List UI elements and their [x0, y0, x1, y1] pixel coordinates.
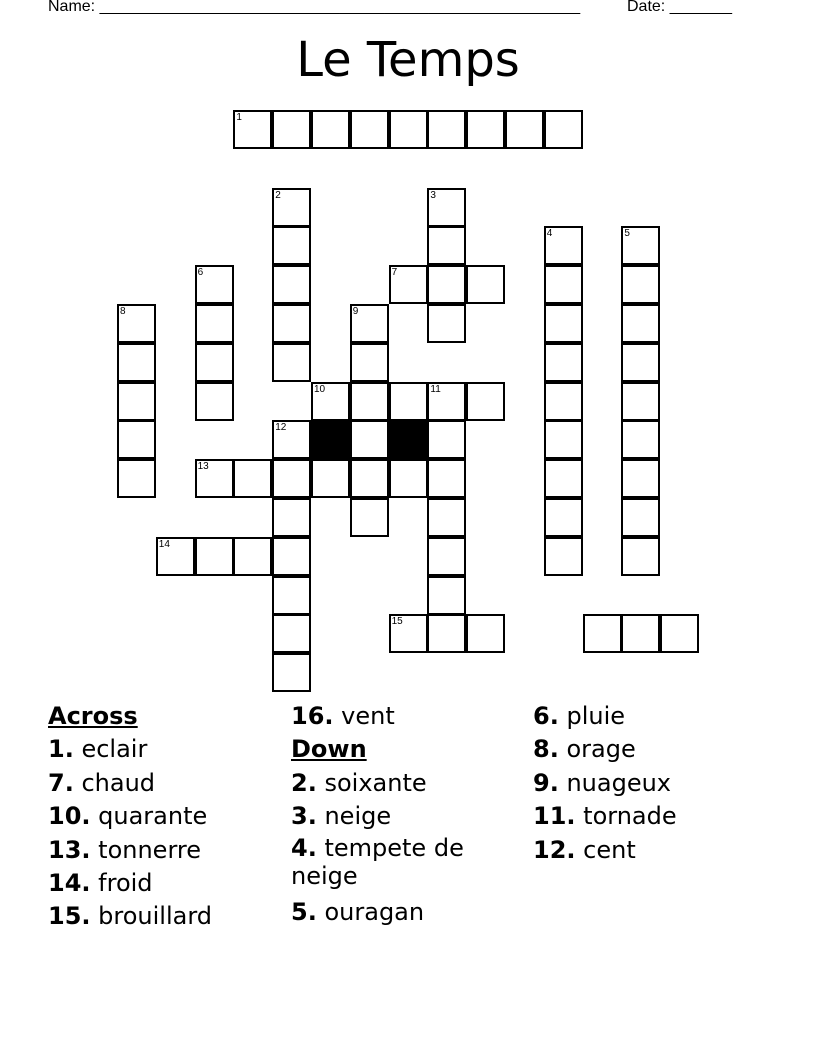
grid-cell[interactable] [544, 382, 583, 421]
grid-cell[interactable] [466, 382, 505, 421]
grid-cell[interactable] [544, 537, 583, 576]
down-clue: 9. nuageux [533, 768, 672, 797]
grid-cell[interactable] [311, 459, 350, 498]
across-clue: 10. quarante [48, 802, 208, 831]
down-clue: 5. ouragan [291, 897, 425, 926]
grid-cell[interactable] [621, 304, 660, 343]
grid-cell[interactable] [195, 382, 234, 421]
grid-cell[interactable] [195, 459, 234, 498]
down-clue: 12. cent [533, 835, 636, 864]
grid-cell[interactable] [350, 459, 389, 498]
grid-cell[interactable] [427, 537, 466, 576]
name-field-label: Name: ______________________________________________________ [48, 0, 581, 15]
grid-cell[interactable] [233, 110, 272, 149]
clue-number: 3 [430, 189, 436, 201]
grid-cell[interactable] [311, 110, 350, 149]
grid-cell[interactable] [427, 226, 466, 265]
clue-number: 2 [275, 189, 281, 201]
grid-cell[interactable] [195, 265, 234, 304]
down-heading: Down [291, 735, 367, 764]
clue-number: 13 [197, 461, 209, 473]
grid-block [311, 420, 350, 459]
grid-cell[interactable] [544, 304, 583, 343]
grid-cell[interactable] [117, 459, 156, 498]
grid-cell[interactable] [621, 498, 660, 537]
grid-cell[interactable] [621, 226, 660, 265]
clue-number: 14 [158, 538, 170, 550]
grid-cell[interactable] [389, 382, 428, 421]
grid-cell[interactable] [117, 420, 156, 459]
grid-cell[interactable] [233, 459, 272, 498]
grid-cell[interactable] [583, 614, 622, 653]
grid-cell[interactable] [621, 459, 660, 498]
grid-cell[interactable] [466, 614, 505, 653]
grid-cell[interactable] [272, 537, 311, 576]
clue-column-3 [533, 700, 677, 867]
grid-cell[interactable] [350, 343, 389, 382]
grid-cell[interactable] [505, 110, 544, 149]
clue-number: 5 [624, 228, 630, 240]
grid-cell[interactable] [195, 537, 234, 576]
grid-cell[interactable] [544, 265, 583, 304]
clue-number: 4 [546, 228, 553, 240]
clue-number: 1 [236, 112, 242, 123]
grid-cell[interactable] [427, 382, 466, 421]
across-clue: 14. froid [48, 869, 153, 898]
grid-block [389, 420, 428, 459]
grid-cell[interactable] [272, 498, 311, 537]
grid-cell[interactable] [350, 304, 389, 343]
grid-cell[interactable] [350, 420, 389, 459]
clue-list [0, 700, 816, 1000]
grid-cell[interactable] [427, 498, 466, 537]
clue-number: 6 [197, 267, 204, 279]
grid-cell[interactable] [272, 420, 311, 459]
down-clue: 4. tempete de neige [291, 833, 464, 890]
down-clue: 6. pluie [533, 702, 626, 730]
down-clue: 11. tornade [533, 802, 677, 831]
clue-number: 11 [430, 383, 441, 395]
down-clue: 2. soixante [291, 768, 427, 797]
grid-cell[interactable] [621, 382, 660, 421]
grid-cell[interactable] [427, 304, 466, 343]
clue-column-1 [48, 700, 212, 934]
grid-cell[interactable] [466, 265, 505, 304]
grid-cell[interactable] [272, 304, 311, 343]
grid-cell[interactable] [544, 110, 583, 149]
grid-cell[interactable] [660, 614, 699, 653]
grid-cell[interactable] [427, 576, 466, 615]
grid-cell[interactable] [389, 110, 428, 149]
across-clue: 16. vent [291, 702, 395, 730]
clue-number: 9 [352, 306, 359, 317]
grid-cell[interactable] [350, 382, 389, 421]
grid-cell[interactable] [544, 498, 583, 537]
page-title: Le Temps [296, 32, 520, 88]
grid-cell[interactable] [272, 188, 311, 227]
grid-cell[interactable] [311, 382, 350, 421]
grid-cell[interactable] [233, 537, 272, 576]
across-clue: 7. chaud [48, 768, 156, 797]
grid-cell[interactable] [272, 653, 311, 692]
grid-cell[interactable] [427, 459, 466, 498]
grid-cell[interactable] [272, 265, 311, 304]
grid-cell[interactable] [195, 343, 234, 382]
grid-cell[interactable] [350, 498, 389, 537]
down-clue: 8. orage [533, 735, 636, 764]
grid-cell[interactable] [389, 265, 428, 304]
grid-cell[interactable] [272, 226, 311, 265]
across-heading: Across [48, 702, 138, 730]
grid-cell[interactable] [621, 420, 660, 459]
across-clue: 13. tonnerre [48, 835, 201, 864]
grid-cell[interactable] [427, 420, 466, 459]
across-clue: 15. brouillard [48, 902, 213, 931]
grid-cell[interactable] [544, 420, 583, 459]
grid-cell[interactable] [466, 110, 505, 149]
grid-cell[interactable] [117, 343, 156, 382]
grid-cell[interactable] [427, 110, 466, 149]
grid-cell[interactable] [195, 304, 234, 343]
grid-cell[interactable] [427, 265, 466, 304]
clue-number: 8 [120, 306, 126, 317]
grid-cell[interactable] [621, 343, 660, 382]
grid-cell[interactable] [544, 226, 583, 265]
clue-number: 7 [391, 267, 398, 279]
grid-cell[interactable] [272, 110, 311, 149]
grid-cell[interactable] [621, 537, 660, 576]
clue-number: 15 [391, 616, 403, 628]
grid-cell[interactable] [621, 614, 660, 653]
down-clue: 3. neige [291, 802, 392, 831]
across-clue: 1. eclair [48, 735, 148, 764]
clue-number: 12 [275, 422, 287, 434]
grid-cell[interactable] [350, 110, 389, 149]
clue-column-2 [291, 700, 491, 929]
grid-cell[interactable] [389, 459, 428, 498]
grid-cell[interactable] [117, 304, 156, 343]
grid-cell[interactable] [156, 537, 195, 576]
clue-number: 10 [314, 383, 326, 395]
grid-cell[interactable] [427, 614, 466, 653]
grid-cell[interactable] [621, 265, 660, 304]
grid-cell[interactable] [272, 576, 311, 615]
grid-cell[interactable] [272, 343, 311, 382]
grid-cell[interactable] [389, 614, 428, 653]
grid-cell[interactable] [544, 343, 583, 382]
grid-cell[interactable] [117, 382, 156, 421]
grid-cell[interactable] [544, 459, 583, 498]
grid-cell[interactable] [272, 614, 311, 653]
date-field-label: Date: _______ [627, 0, 732, 15]
grid-cell[interactable] [272, 459, 311, 498]
grid-cell[interactable] [427, 188, 466, 227]
